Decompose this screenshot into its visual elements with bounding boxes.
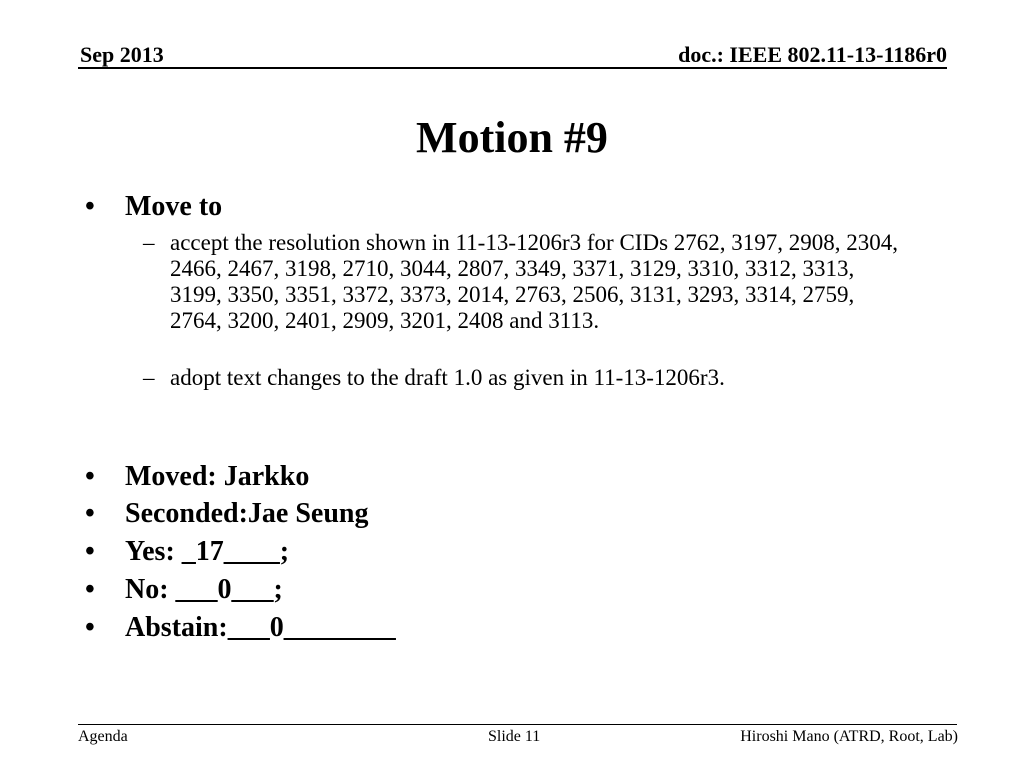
abstain-text: Abstain:___0________ bbox=[125, 612, 396, 643]
header-date: Sep 2013 bbox=[80, 42, 164, 67]
sub-item-adopt-text bbox=[128, 365, 908, 391]
bullet-moved bbox=[85, 460, 309, 494]
moved-text: Moved: Jarkko bbox=[125, 461, 310, 492]
bullet-marker: • bbox=[85, 536, 95, 567]
sub-item-text: adopt text changes to the draft 1.0 as given in 11-13-1206r3. bbox=[170, 365, 725, 390]
seconded-text: Seconded:Jae Seung bbox=[125, 498, 369, 529]
bullet-seconded bbox=[85, 497, 368, 531]
dash-marker: – bbox=[143, 365, 155, 390]
footer-agenda: Agenda bbox=[78, 728, 128, 745]
dash-marker: – bbox=[143, 230, 155, 255]
yes-text: Yes: _17____; bbox=[125, 536, 290, 567]
header-divider bbox=[78, 67, 947, 69]
sub-item-text: accept the resolution shown in 11-13-1206r3 for CIDs 2762, 3197, 2908, 2304, 2466, 2467, 3198, 2710, 3044, 2807, 3349, 3371, 3129, 3310, 3312, 3313, 3199, 3350, 3351, 3372, 3373, 2014, 2763, 2506, 3131, 3293, 3314, 2759, 2764, 3200, 2401, 2909, 3201, 2408 and 3113. bbox=[170, 230, 899, 333]
move-to-text: Move to bbox=[125, 191, 223, 222]
bullet-marker: • bbox=[85, 574, 95, 605]
header-doc-id: doc.: IEEE 802.11-13-1186r0 bbox=[678, 42, 947, 67]
no-text: No: ___0___; bbox=[125, 574, 283, 605]
slide-title: Motion #9 bbox=[416, 113, 608, 162]
footer-author: Hiroshi Mano (ATRD, Root, Lab) bbox=[740, 728, 958, 745]
bullet-marker: • bbox=[85, 498, 95, 529]
bullet-marker: • bbox=[85, 191, 95, 222]
bullet-marker: • bbox=[85, 461, 95, 492]
bullet-marker: • bbox=[85, 612, 95, 643]
bullet-yes bbox=[85, 535, 289, 569]
footer-slide-number: Slide 11 bbox=[488, 728, 541, 745]
footer-divider bbox=[78, 724, 957, 725]
bullet-no bbox=[85, 573, 283, 607]
sub-item-accept-resolution bbox=[128, 230, 908, 334]
bullet-abstain bbox=[85, 611, 396, 645]
bullet-move-to bbox=[85, 190, 222, 224]
